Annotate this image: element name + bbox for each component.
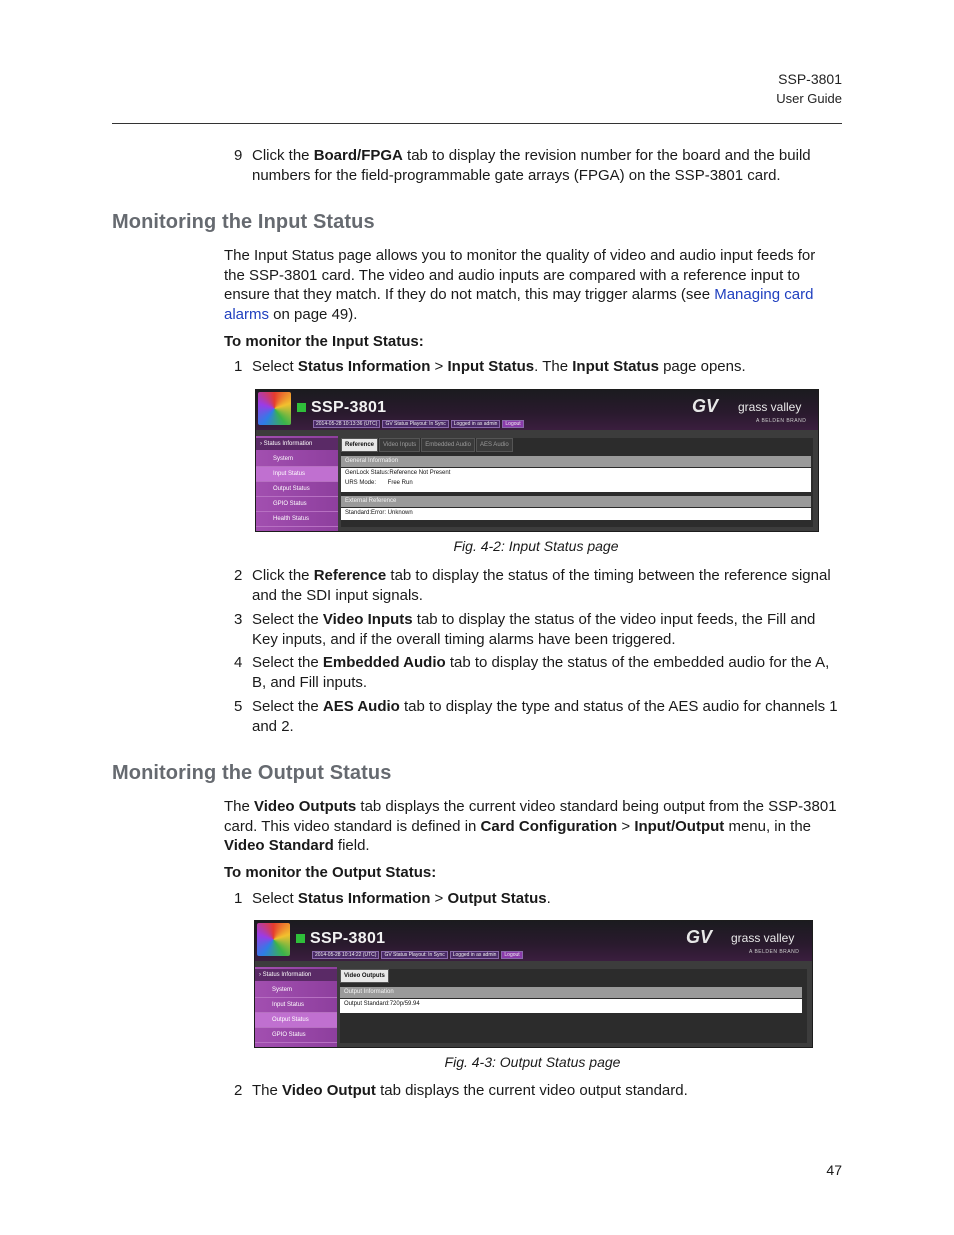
tab-video-outputs[interactable]: Video Outputs: [340, 969, 389, 983]
section-heading-input: Monitoring the Input Status: [112, 211, 375, 233]
sync-pill: GV Status Playout: In Sync: [382, 420, 448, 428]
sync-pill: GV Status Playout: In Sync: [381, 951, 447, 959]
figure-caption-4-2: Fig. 4-2: Input Status page: [453, 538, 619, 554]
procedure-label-output: To monitor the Output Status:: [224, 864, 437, 881]
input-step-2: 2 Click the Reference tab to display the status of the timing between the reference signal and the SDI input signals.: [234, 567, 831, 604]
sidebar: [256, 436, 338, 531]
header-rule: [112, 123, 842, 124]
sidebar-item-system[interactable]: System: [256, 452, 338, 467]
input-step-1: 1 Select Status Information > Input Status. The Input Status page opens.: [234, 358, 746, 375]
grass-valley-logo-icon: GV: [692, 396, 719, 416]
section-heading-output: Monitoring the Output Status: [112, 762, 392, 784]
grass-valley-logo-icon: GV: [686, 927, 713, 947]
app-banner: [256, 390, 818, 430]
sidebar-header[interactable]: › Status Information: [256, 438, 338, 450]
tab-video-inputs[interactable]: Video Inputs: [379, 438, 420, 452]
status-led-icon: [296, 934, 305, 943]
sidebar-item-gpio-status[interactable]: GPIO Status: [256, 497, 338, 512]
external-reference-header: External Reference: [341, 496, 811, 507]
header-product: SSP-3801: [778, 71, 842, 87]
input-status-screenshot: [255, 389, 819, 532]
output-information-header: Output Information: [340, 987, 802, 998]
sidebar-item-health-status[interactable]: Health Status: [256, 512, 338, 527]
sidebar: [255, 967, 337, 1047]
user-pill: Logged in as admin: [450, 951, 500, 959]
app-banner: [255, 921, 812, 961]
tab-embedded-audio[interactable]: Embedded Audio: [421, 438, 475, 452]
general-information-header: General Information: [341, 456, 811, 467]
brand-name: grass valley: [738, 400, 802, 414]
datetime-pill: 2014-05-28 10:13:36 (UTC): [313, 420, 380, 428]
general-information-body: [341, 468, 811, 492]
sidebar-item-input-status[interactable]: Input Status: [255, 998, 337, 1013]
app-title: SSP-3801: [310, 930, 386, 947]
external-reference-body: [341, 508, 811, 520]
input-step-4: 4 Select the Embedded Audio tab to display the status of the embedded audio for the A, B, and Fill inputs.: [234, 654, 830, 691]
input-intro: The Input Status page allows you to monitor the quality of video and audio input feeds for the SSP-3801 card. The video and audio inputs are compared with a reference input to ensure that they match. If they do not match, this may trigger alarms (see Managing card alarms on page 49).: [224, 247, 816, 323]
logout-button[interactable]: Logout: [501, 951, 522, 959]
brand-sub: A BELDEN BRAND: [749, 949, 800, 955]
tab-bar: [341, 438, 514, 452]
output-information-body: [340, 999, 802, 1013]
sidebar-header[interactable]: › Status Information: [255, 969, 337, 981]
figure-caption-4-3: Fig. 4-3: Output Status page: [444, 1054, 621, 1070]
status-led-icon: [297, 403, 306, 412]
status-bar: [313, 420, 524, 428]
datetime-pill: 2014-05-28 10:14:22 (UTC): [312, 951, 379, 959]
output-step-1: 1 Select Status Information > Output Status.: [234, 890, 551, 907]
output-standard-row: Output Standard:720p/59.94: [344, 1001, 420, 1007]
sidebar-item-system[interactable]: System: [255, 983, 337, 998]
output-step-2: 2 The Video Output tab displays the current video output standard.: [234, 1082, 688, 1099]
output-intro: The Video Outputs tab displays the current video standard being output from the SSP-3801 card. This video standard is defined in Card Configuration > Input/Output menu, in the Video Standard field.: [224, 798, 837, 854]
header-guide: User Guide: [776, 91, 842, 106]
brand-name: grass valley: [731, 931, 795, 945]
sidebar-item-output-status[interactable]: Output Status: [255, 1013, 337, 1028]
app-logo-icon: [257, 923, 290, 956]
step-9: 9 Click the Board/FPGA tab to display the revision number for the board and the build numbers for the field-programmable gate arrays (FPGA) on the SSP-3801 card.: [234, 147, 811, 184]
sidebar-item-input-status[interactable]: Input Status: [256, 467, 338, 482]
tab-reference[interactable]: Reference: [341, 438, 378, 452]
app-title: SSP-3801: [311, 399, 387, 416]
tab-aes-audio[interactable]: AES Audio: [476, 438, 513, 452]
app-logo-icon: [258, 392, 291, 425]
page-number: 47: [826, 1162, 842, 1178]
managing-card-alarms-link[interactable]: Managing card alarms: [224, 286, 814, 323]
output-status-screenshot: [254, 920, 813, 1048]
input-step-3: 3 Select the Video Inputs tab to display the status of the video input feeds, the Fill and Key inputs, and if the overall timing alarms have been triggered.: [234, 611, 816, 648]
input-step-5: 5 Select the AES Audio tab to display the type and status of the AES audio for channels 1 and 2.: [234, 698, 838, 735]
urs-mode-row: URS Mode: Free Run: [345, 480, 413, 486]
sidebar-item-gpio-status[interactable]: GPIO Status: [255, 1028, 337, 1043]
user-pill: Logged in as admin: [451, 420, 501, 428]
main-panel: [340, 969, 807, 1043]
standard-row: Standard:Error: Unknown: [345, 510, 413, 516]
sidebar-item-output-status[interactable]: Output Status: [256, 482, 338, 497]
genlock-status-row: GenLock Status:Reference Not Present: [345, 470, 451, 476]
tab-bar: [340, 969, 390, 983]
procedure-label-input: To monitor the Input Status:: [224, 333, 424, 350]
status-bar: [312, 951, 523, 959]
brand-sub: A BELDEN BRAND: [756, 418, 807, 424]
logout-button[interactable]: Logout: [502, 420, 523, 428]
main-panel: [341, 438, 813, 527]
